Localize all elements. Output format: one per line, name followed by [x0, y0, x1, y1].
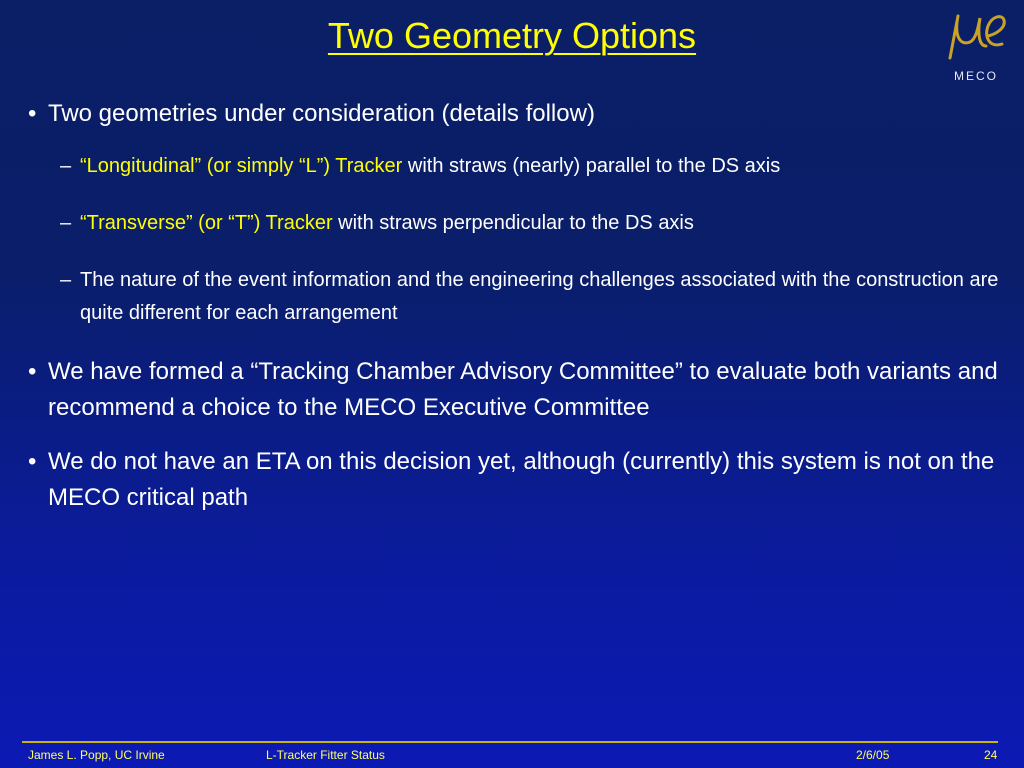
footer-rule	[22, 741, 998, 743]
sub-bullet-item	[60, 264, 1008, 330]
bullet-icon: •	[28, 358, 37, 385]
dash-icon: –	[60, 269, 72, 291]
bullet-icon: •	[28, 448, 37, 475]
sub-bullet-item	[60, 207, 1008, 240]
bullet-text: We do not have an ETA on this decision yet, although (currently) this system is not on the MECO critical path	[48, 448, 995, 511]
slide-title: Two Geometry Options	[327, 15, 697, 56]
mu-e-logo-icon	[930, 6, 1020, 86]
sub-bullet-highlight: “Transverse” (or “T”) Tracker	[80, 212, 333, 234]
bullet-item	[28, 96, 1008, 132]
footer-author: James L. Popp, UC Irvine	[28, 748, 165, 762]
sub-bullet-text: with straws (nearly) parallel to the DS axis	[402, 155, 781, 177]
sub-bullet-item	[60, 150, 1008, 183]
bullet-item	[28, 444, 1008, 516]
bullet-icon: •	[28, 100, 37, 127]
footer-subject: L-Tracker Fitter Status	[266, 748, 385, 762]
logo-text: MECO	[954, 69, 998, 83]
footer-page-number: 24	[984, 748, 998, 762]
bullet-text: Two geometries under consideration (details follow)	[48, 100, 595, 127]
bullet-text: We have formed a “Tracking Chamber Advisory Committee” to evaluate both variants and recommend a choice to the MECO Executive Committee	[48, 358, 998, 421]
bullet-item	[28, 354, 1008, 426]
sub-bullet-text: The nature of the event information and the engineering challenges associated with the construction are quite different for each arrangement	[80, 269, 999, 324]
sub-bullet-highlight: “Longitudinal” (or simply “L”) Tracker	[80, 155, 403, 177]
dash-icon: –	[60, 212, 72, 234]
dash-icon: –	[60, 155, 72, 177]
meco-logo	[930, 6, 1020, 86]
slide-body	[28, 96, 1008, 534]
sub-bullet-text: with straws perpendicular to the DS axis	[332, 212, 694, 234]
footer-date: 2/6/05	[856, 748, 890, 762]
